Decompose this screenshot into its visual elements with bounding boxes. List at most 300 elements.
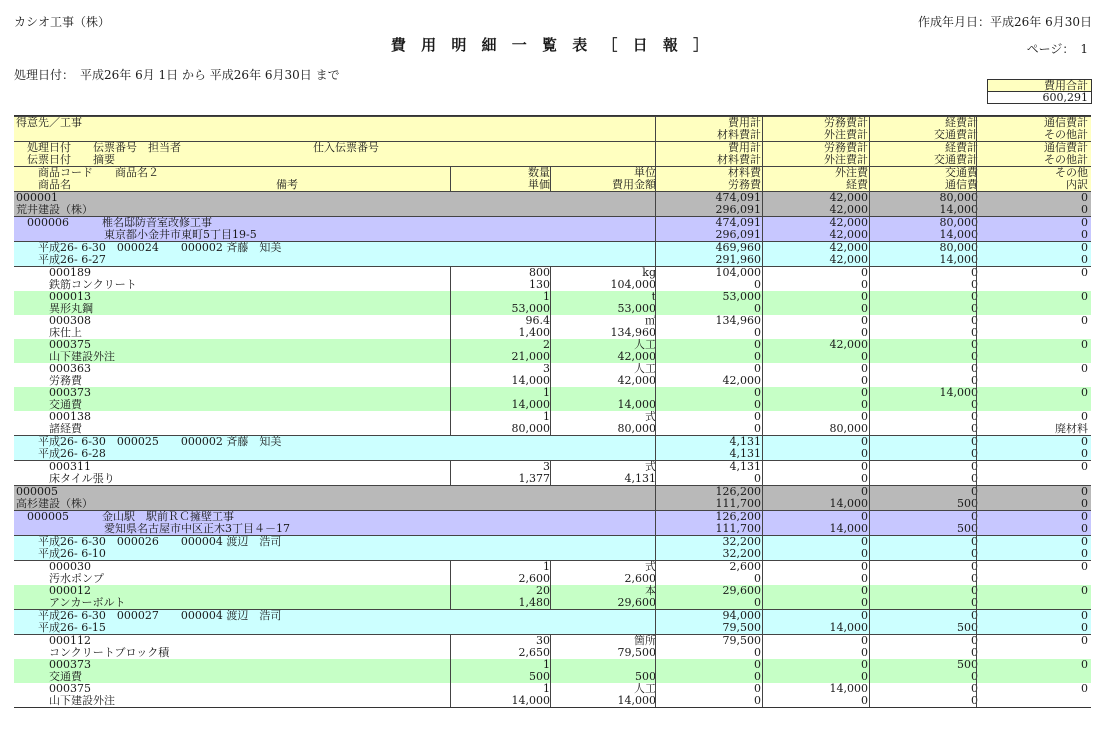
- table-row: [14, 154, 1091, 166]
- cell-m: 134,960: [715, 315, 761, 327]
- cell-m: 32,200: [722, 548, 761, 560]
- cell-b: 経費計: [945, 142, 978, 154]
- cell-b: 500: [957, 523, 978, 535]
- cell-a: 0: [861, 548, 868, 560]
- cell-b: 0: [971, 267, 978, 279]
- row-label-primary: 平成26- 6-30 000026 000004 渡辺 浩司: [16, 536, 282, 548]
- cell-m: 111,700: [715, 498, 761, 510]
- cell-o: その他: [1055, 167, 1088, 179]
- cell-unit: 500: [635, 671, 656, 683]
- cell-a: 0: [861, 315, 868, 327]
- cell-o: [982, 375, 1088, 387]
- cell-a: 外注費計: [824, 129, 868, 141]
- cell-o: [982, 597, 1088, 609]
- cell-a: 42,000: [829, 192, 868, 204]
- cell-b: 0: [971, 597, 978, 609]
- row-label-primary: 000375: [16, 339, 91, 351]
- cell-qty: 1: [543, 659, 550, 671]
- row-label-secondary: 労務費: [16, 375, 82, 387]
- cell-unit: 単位: [634, 167, 656, 179]
- row-label-secondary: 平成26- 6-15: [16, 622, 106, 634]
- cell-m: 0: [754, 695, 761, 707]
- cell-o: 0: [1081, 610, 1088, 622]
- cell-qty: [454, 511, 550, 523]
- cell-unit: 14,000: [617, 399, 656, 411]
- cell-m: 0: [754, 671, 761, 683]
- cell-unit: 式: [645, 411, 656, 423]
- cell-o: 通信費計: [1044, 142, 1088, 154]
- table-row: [14, 535, 1091, 548]
- cell-unit: 80,000: [617, 423, 656, 435]
- cell-unit: 42,000: [617, 351, 656, 363]
- cell-a: 0: [861, 375, 868, 387]
- cell-unit: 人工: [634, 363, 656, 375]
- table-row: [14, 695, 1091, 707]
- cell-a: 経費: [846, 179, 868, 191]
- cell-o: その他計: [1044, 154, 1088, 166]
- cell-qty: [454, 548, 550, 560]
- cell-unit: [552, 523, 656, 535]
- table-row: [14, 387, 1091, 399]
- cell-o: 0: [1081, 291, 1088, 303]
- row-label-primary: 000012: [16, 585, 91, 597]
- row-label-primary: 000112: [16, 635, 91, 647]
- cell-qty: 30: [536, 635, 550, 647]
- cell-o: 0: [1081, 411, 1088, 423]
- cell-m: 費用計: [728, 117, 761, 129]
- cell-a: 労務費計: [824, 117, 868, 129]
- cell-o: 0: [1081, 511, 1088, 523]
- row-label-secondary: 床仕上: [16, 327, 82, 339]
- cell-unit: 人工: [634, 683, 656, 695]
- row-label-primary: 000001: [16, 192, 58, 204]
- cell-b: 0: [971, 303, 978, 315]
- cell-qty: [454, 242, 550, 254]
- cell-qty: [454, 192, 550, 204]
- row-label-primary: 000005 金山駅 駅前ＲＣ擁壁工事: [16, 511, 234, 523]
- cell-o: 0: [1081, 498, 1088, 510]
- cell-qty: 14,000: [511, 399, 550, 411]
- cell-unit: [552, 486, 656, 498]
- row-label-primary: 商品コード 商品名２: [16, 167, 159, 179]
- cell-o: [982, 573, 1088, 585]
- cell-qty: 1: [543, 387, 550, 399]
- cell-m: 0: [754, 303, 761, 315]
- table-row: [14, 683, 1091, 695]
- row-label-primary: 000373: [16, 659, 91, 671]
- table-row: [14, 485, 1091, 498]
- cell-b: 14,000: [939, 229, 978, 241]
- cell-a: 0: [861, 511, 868, 523]
- cell-o: 0: [1081, 192, 1088, 204]
- cell-o: 0: [1081, 461, 1088, 473]
- cell-qty: 14,000: [511, 695, 550, 707]
- cell-a: 0: [861, 387, 868, 399]
- cell-m: 0: [754, 387, 761, 399]
- cell-unit: 箇所: [634, 635, 656, 647]
- cell-b: 0: [971, 339, 978, 351]
- row-label-secondary: 鉄筋コンクリート: [16, 279, 137, 291]
- cell-o: 0: [1081, 548, 1088, 560]
- row-label-secondary: 床タイル張り: [16, 473, 115, 485]
- cell-qty: 1: [543, 411, 550, 423]
- row-label-secondary: コンクリートブロック積: [16, 647, 170, 659]
- cell-o: 0: [1081, 363, 1088, 375]
- cell-a: 0: [861, 597, 868, 609]
- cell-unit: [552, 622, 656, 634]
- cell-a: 42,000: [829, 229, 868, 241]
- cell-b: 0: [971, 683, 978, 695]
- cell-o: その他計: [1044, 129, 1088, 141]
- cell-unit: [552, 387, 656, 399]
- cell-qty: 53,000: [511, 303, 550, 315]
- cell-a: 0: [861, 473, 868, 485]
- cell-unit: 14,000: [617, 695, 656, 707]
- cell-b: 0: [971, 327, 978, 339]
- table-row: [14, 510, 1091, 523]
- cell-b: 0: [971, 511, 978, 523]
- cell-unit: 式: [645, 561, 656, 573]
- row-label-primary: 平成26- 6-30 000025 000002 斉藤 知美: [16, 436, 282, 448]
- cell-o: [982, 473, 1088, 485]
- cost-total-box: [987, 79, 1092, 104]
- row-label-secondary: 平成26- 6-28: [16, 448, 106, 460]
- cell-o: 0: [1081, 339, 1088, 351]
- cell-b: 80,000: [939, 217, 978, 229]
- processing-period: 処理日付： 平成26年 6月 1日 から 平成26年 6月30日 まで: [14, 68, 340, 82]
- cell-a: 14,000: [829, 622, 868, 634]
- cell-qty: 800: [529, 267, 550, 279]
- cell-o: 0: [1081, 242, 1088, 254]
- row-label-secondary: 東京都小金井市東町5丁目19-5: [16, 229, 257, 241]
- table-row: [14, 647, 1091, 659]
- cell-b: 交通費計: [934, 129, 978, 141]
- table-row: [14, 216, 1091, 229]
- table-row: [14, 241, 1091, 254]
- cell-m: 32,200: [722, 536, 761, 548]
- cell-a: 0: [861, 399, 868, 411]
- cell-o: [982, 303, 1088, 315]
- cell-m: 126,200: [715, 511, 761, 523]
- table-row: [14, 266, 1091, 279]
- cell-o: [982, 647, 1088, 659]
- cell-unit: 4,131: [624, 473, 656, 485]
- cell-unit: 費用金額: [612, 179, 656, 191]
- cell-unit: 53,000: [617, 303, 656, 315]
- cell-a: 42,000: [829, 217, 868, 229]
- cell-a: 0: [861, 573, 868, 585]
- row-label-primary: 得意先／工事: [16, 117, 82, 129]
- cell-a: 0: [861, 436, 868, 448]
- cell-m: 費用計: [728, 142, 761, 154]
- cell-qty: [454, 436, 550, 448]
- table-row: [14, 291, 1091, 303]
- cell-qty: 2,650: [518, 647, 550, 659]
- cell-a: 42,000: [829, 204, 868, 216]
- cell-b: 0: [971, 363, 978, 375]
- cell-a: 労務費計: [824, 142, 868, 154]
- cell-unit: 79,500: [617, 647, 656, 659]
- cell-b: 0: [971, 423, 978, 435]
- cell-b: 0: [971, 561, 978, 573]
- cell-a: 42,000: [829, 339, 868, 351]
- cell-m: 0: [754, 399, 761, 411]
- company-name: カシオ工事（株）: [14, 15, 111, 29]
- table-row: [14, 460, 1091, 473]
- row-label-secondary: 異形丸鋼: [16, 303, 93, 315]
- table-row: [14, 622, 1091, 634]
- cell-o: 0: [1081, 523, 1088, 535]
- cell-qty: 20: [536, 585, 550, 597]
- cell-qty: 80,000: [511, 423, 550, 435]
- table-row: [14, 473, 1091, 485]
- cell-a: 0: [861, 303, 868, 315]
- cell-unit: [552, 536, 656, 548]
- cell-b: 500: [957, 622, 978, 634]
- cell-m: 29,600: [722, 585, 761, 597]
- cell-b: 0: [971, 399, 978, 411]
- cell-b: 0: [971, 279, 978, 291]
- cell-unit: [552, 448, 656, 460]
- cell-o: [982, 279, 1088, 291]
- cell-o: 内訳: [1066, 179, 1088, 191]
- cell-o: 0: [1081, 561, 1088, 573]
- cell-qty: 1,377: [518, 473, 550, 485]
- cell-qty: 96.4: [525, 315, 550, 327]
- cell-o: 0: [1081, 448, 1088, 460]
- cell-b: 交通費: [945, 167, 978, 179]
- table-row: [14, 166, 1091, 179]
- cell-unit: [552, 610, 656, 622]
- table-row: [14, 597, 1091, 609]
- cell-b: 0: [971, 671, 978, 683]
- cell-b: 0: [971, 573, 978, 585]
- cell-a: 0: [861, 647, 868, 659]
- cell-a: 0: [861, 610, 868, 622]
- cell-o: 0: [1081, 387, 1088, 399]
- cell-a: 0: [861, 695, 868, 707]
- cell-a: 0: [861, 448, 868, 460]
- cell-b: 0: [971, 647, 978, 659]
- cell-m: 材料費計: [717, 129, 761, 141]
- cell-unit: [552, 192, 656, 204]
- cell-unit: [552, 204, 656, 216]
- cell-unit: 本: [645, 585, 656, 597]
- row-label-primary: 000013: [16, 291, 91, 303]
- remarks-header: 備考: [276, 179, 298, 191]
- cell-m: 111,700: [715, 523, 761, 535]
- cell-m: 126,200: [715, 486, 761, 498]
- row-label-secondary: 諸経費: [16, 423, 82, 435]
- cell-m: 0: [754, 597, 761, 609]
- cell-o: 通信費計: [1044, 117, 1088, 129]
- cell-qty: 1,480: [518, 597, 550, 609]
- cell-m: 0: [754, 659, 761, 671]
- cell-unit: [552, 254, 656, 266]
- cost-total-label: 費用合計: [988, 80, 1091, 92]
- cell-o: 廃材料: [1055, 423, 1088, 435]
- cell-qty: [454, 229, 550, 241]
- cell-o: 0: [1081, 536, 1088, 548]
- cell-o: [982, 351, 1088, 363]
- cell-a: 0: [861, 671, 868, 683]
- cell-qty: 130: [529, 279, 550, 291]
- cell-o: [982, 671, 1088, 683]
- cell-a: 0: [861, 363, 868, 375]
- cell-qty: 2: [543, 339, 550, 351]
- table-row: [14, 315, 1091, 327]
- row-label-primary: 000363: [16, 363, 91, 375]
- cell-m: 104,000: [715, 267, 761, 279]
- cell-unit: [552, 498, 656, 510]
- cell-b: 0: [971, 315, 978, 327]
- cell-unit: 42,000: [617, 375, 656, 387]
- cell-unit: [552, 229, 656, 241]
- cell-b: 0: [971, 635, 978, 647]
- row-label-primary: 000375: [16, 683, 91, 695]
- cell-a: 0: [861, 351, 868, 363]
- row-label-secondary: 山下建設外注: [16, 351, 115, 363]
- row-label-secondary: 交通費: [16, 399, 82, 411]
- cell-m: 469,960: [715, 242, 761, 254]
- cell-b: 交通費計: [934, 154, 978, 166]
- cell-b: 0: [971, 411, 978, 423]
- cell-m: 0: [754, 327, 761, 339]
- table-row: [14, 399, 1091, 411]
- cell-qty: [454, 448, 550, 460]
- cell-qty: 500: [529, 671, 550, 683]
- cell-a: 42,000: [829, 242, 868, 254]
- cell-m: 296,091: [715, 229, 761, 241]
- cell-m: 4,131: [729, 461, 761, 473]
- table-row: [14, 585, 1091, 597]
- cell-m: 296,091: [715, 204, 761, 216]
- cell-qty: 2,600: [518, 573, 550, 585]
- cell-b: 80,000: [939, 242, 978, 254]
- cell-unit: 式: [645, 461, 656, 473]
- cell-a: 0: [861, 411, 868, 423]
- cell-a: 14,000: [829, 683, 868, 695]
- cell-m: 0: [754, 351, 761, 363]
- cell-b: 0: [971, 610, 978, 622]
- table-row: [14, 191, 1091, 204]
- cell-qty: [454, 622, 550, 634]
- cell-b: 0: [971, 585, 978, 597]
- cell-b: 0: [971, 473, 978, 485]
- cell-o: 0: [1081, 204, 1088, 216]
- cell-o: 0: [1081, 267, 1088, 279]
- cell-unit: 104,000: [610, 279, 656, 291]
- cell-b: 0: [971, 461, 978, 473]
- table-row: [14, 411, 1091, 423]
- table-row: [14, 129, 1091, 141]
- cell-qty: 1: [543, 291, 550, 303]
- cost-total-value: 600,291: [1042, 91, 1088, 104]
- row-label-primary: 処理日付 伝票番号 担当者 仕入伝票番号: [16, 142, 379, 154]
- cell-m: 79,500: [722, 622, 761, 634]
- table-row: [14, 229, 1091, 241]
- row-label-primary: 000005: [16, 486, 58, 498]
- cell-m: 474,091: [715, 217, 761, 229]
- cell-o: [982, 327, 1088, 339]
- row-label-primary: 平成26- 6-30 000027 000004 渡辺 浩司: [16, 610, 282, 622]
- cell-a: 0: [861, 536, 868, 548]
- table-row: [14, 141, 1091, 154]
- cell-b: 14,000: [939, 204, 978, 216]
- cell-qty: 21,000: [511, 351, 550, 363]
- table-row: [14, 435, 1091, 448]
- table-row: [14, 448, 1091, 460]
- created-date: 作成年月日：平成26年 6月30日: [918, 15, 1092, 29]
- cell-qty: 3: [543, 363, 550, 375]
- cell-b: 通信費: [945, 179, 978, 191]
- cell-m: 0: [754, 423, 761, 435]
- table-row: [14, 560, 1091, 573]
- cell-b: 500: [957, 498, 978, 510]
- cell-a: 0: [861, 659, 868, 671]
- cell-o: [982, 399, 1088, 411]
- cell-a: 80,000: [829, 423, 868, 435]
- cell-b: 14,000: [939, 254, 978, 266]
- cell-m: 材料費計: [717, 154, 761, 166]
- row-label-secondary: 愛知県名古屋市中区正木3丁目４－17: [16, 523, 290, 535]
- table-row: [14, 498, 1091, 510]
- cell-m: 291,960: [715, 254, 761, 266]
- cell-m: 0: [754, 573, 761, 585]
- cell-a: 0: [861, 327, 868, 339]
- cell-o: 0: [1081, 486, 1088, 498]
- table-row: [14, 327, 1091, 339]
- cell-b: 0: [971, 486, 978, 498]
- cell-qty: [454, 498, 550, 510]
- cell-a: 0: [861, 486, 868, 498]
- table-row: [14, 548, 1091, 560]
- cell-o: 0: [1081, 217, 1088, 229]
- cell-qty: [454, 254, 550, 266]
- cell-o: 0: [1081, 436, 1088, 448]
- cell-qty: [454, 217, 550, 229]
- cell-unit: 人工: [634, 339, 656, 351]
- cell-b: 0: [971, 448, 978, 460]
- row-label-secondary: [16, 129, 446, 141]
- cell-a: 0: [861, 461, 868, 473]
- table-row: [14, 375, 1091, 387]
- cell-a: 14,000: [829, 498, 868, 510]
- cell-b: 経費計: [945, 117, 978, 129]
- cell-unit: [552, 511, 656, 523]
- cell-b: 0: [971, 351, 978, 363]
- cell-a: 0: [861, 279, 868, 291]
- table-row: [14, 179, 1091, 191]
- cell-b: 0: [971, 548, 978, 560]
- cell-m: 79,500: [722, 635, 761, 647]
- cell-unit: 29,600: [617, 597, 656, 609]
- table-row: [14, 573, 1091, 585]
- cell-unit: [552, 659, 656, 671]
- cell-o: 0: [1081, 659, 1088, 671]
- cell-qty: [454, 486, 550, 498]
- cell-qty: 3: [543, 461, 550, 473]
- table-row: [14, 671, 1091, 683]
- row-label-primary: 000030: [16, 561, 91, 573]
- cell-m: 労務費: [728, 179, 761, 191]
- cell-m: 0: [754, 647, 761, 659]
- cell-a: 0: [861, 267, 868, 279]
- row-label-secondary: 伝票日付 摘要: [16, 154, 115, 166]
- cell-qty: 1: [543, 683, 550, 695]
- cell-m: 42,000: [722, 375, 761, 387]
- cell-m: 4,131: [729, 448, 761, 460]
